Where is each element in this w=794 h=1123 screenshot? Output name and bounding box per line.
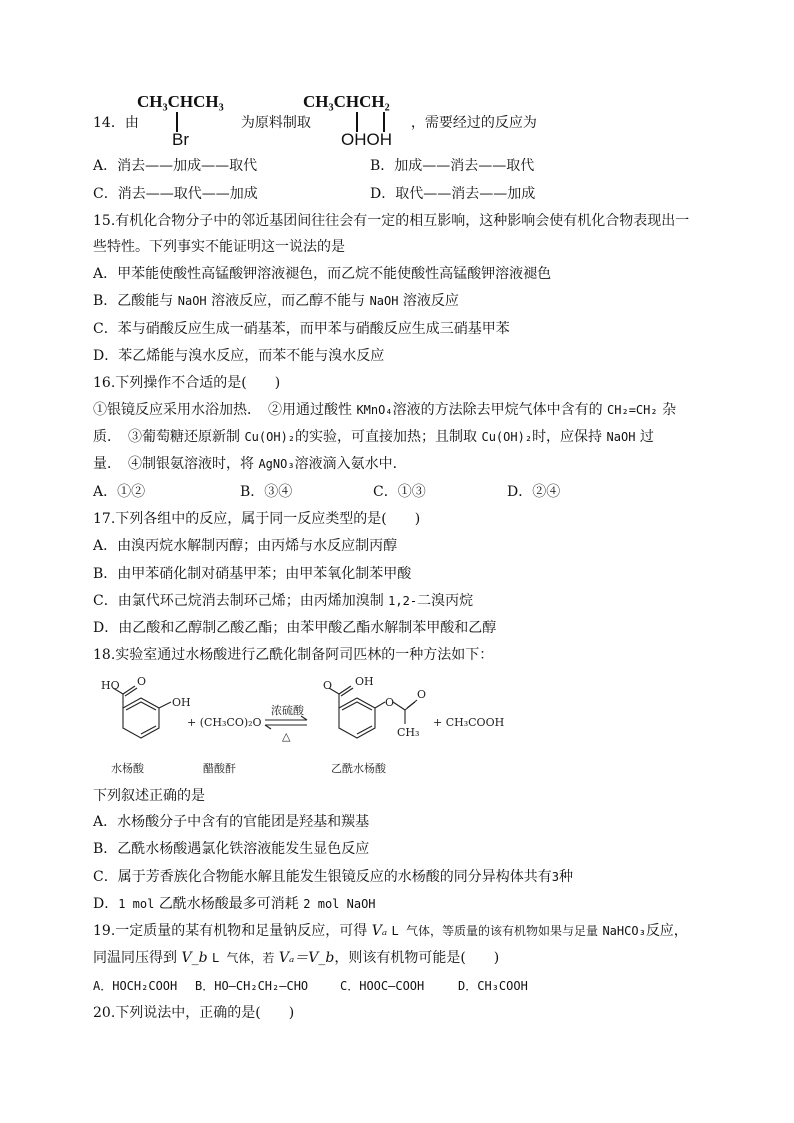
q16-stem: 16.下列操作不合适的是( ): [93, 375, 281, 391]
formula-2-bromopropane-bottom: Br: [172, 130, 189, 149]
q18-option-c: C．属于芳香族化合物能水解且能发生银镜反应的水杨酸的同分异构体共有3种: [93, 869, 573, 885]
aspirin-ch3-label: CH₃: [397, 726, 420, 739]
acetic-anhydride-label: + (CH₃CO)₂O: [187, 716, 262, 729]
q15-option-b: B．乙酸能与 NaOH 溶液反应，而乙醇不能与 NaOH 溶液反应: [93, 293, 459, 309]
q14-option-c: C．消去——取代——加成: [93, 186, 258, 202]
q14-option-d: D．取代——消去——加成: [370, 186, 536, 202]
q18-intro: 下列叙述正确的是: [93, 788, 205, 804]
aspirin-carbonyl-o-label: O: [417, 688, 427, 701]
q17-stem: 17.下列各组中的反应，属于同一反应类型的是( ): [93, 511, 421, 527]
q17-option-c: C．由氯代环己烷消去制环己烯；由丙烯加溴制 1,2-二溴丙烷: [93, 593, 474, 609]
label-acetylsalicylic-acid: 乙酰水杨酸: [331, 762, 386, 775]
benzene-ring-salicylic: [123, 698, 159, 738]
formula-propanediol-bottom: OHOH: [341, 130, 392, 149]
formula-2-bromopropane-top: CH₃CHCH₃: [137, 92, 224, 111]
condition-heat: △: [282, 730, 291, 743]
salicylic-ho-label: HO: [101, 679, 120, 692]
q19-option-c: C．HOOC—COOH: [340, 979, 425, 993]
q17-option-b: B．由甲苯硝化制对硝基甲苯；由甲苯氧化制苯甲酸: [93, 566, 412, 582]
q18-option-d: D．1 mol 乙酰水杨酸最多可消耗 2 mol NaOH: [93, 896, 376, 912]
q18-option-b: B．乙酰水杨酸遇氯化铁溶液能发生显色反应: [93, 841, 370, 857]
q17-option-a: A．由溴丙烷水解制丙醇；由丙烯与水反应制丙醇: [93, 538, 398, 554]
q17-option-d: D．由乙酸和乙醇制乙酸乙酯；由苯甲酸乙酯水解制苯甲酸和乙醇: [93, 620, 497, 636]
formula-propanediol-top: CH₃CHCH₂: [303, 92, 390, 111]
q15-option-c: C．苯与硝酸反应生成一硝基苯，而甲苯与硝酸反应生成三硝基甲苯: [93, 321, 510, 337]
q18-option-a: A．水杨酸分子中含有的官能团是羟基和羰基: [93, 814, 370, 830]
q19-option-b: B．HO—CH₂CH₂—CHO: [195, 979, 309, 993]
label-salicylic-acid: 水杨酸: [111, 762, 144, 775]
q14-option-a: A．消去——加成——取代: [93, 158, 258, 174]
benzene-ring-aspirin: [339, 698, 375, 738]
condition-catalyst: 浓硫酸: [271, 704, 304, 717]
q14-option-b: B．加成——消去——取代: [370, 158, 535, 174]
q16-line3: 量． ④制银氨溶液时，将 AgNO₃溶液滴入氨水中．: [93, 456, 407, 472]
q19-option-a: A．HOCH₂COOH: [93, 979, 178, 993]
q19-option-d: D．CH₃COOH: [458, 979, 528, 993]
q18-stem: 18.实验室通过水杨酸进行乙酰化制备阿司匹林的一种方法如下：: [93, 647, 494, 663]
label-acetic-anhydride: 醋酸酐: [203, 762, 236, 775]
salicylic-oh-label: OH: [172, 696, 191, 709]
q16-line2: 质． ③葡萄糖还原新制 Cu(OH)₂的实验，可直接加热；且制取 Cu(OH)₂时，应保持 NaOH 过: [93, 429, 654, 445]
acetic-acid-label: + CH₃COOH: [433, 716, 505, 729]
q15-stem-line1: 15.有机化合物分子中的邻近基团间往往会有一定的相互影响，这种影响会使有机化合物表现出一: [93, 213, 690, 229]
q20-stem: 20.下列说法中，正确的是( ): [93, 1005, 295, 1021]
aspirin-ester-o-label: O: [385, 696, 395, 709]
q15-stem-line2: 些特性。下列事实不能证明这一说法的是: [93, 239, 345, 255]
q19-stem-line2: 同温同压得到 V_b L 气体，若 Vₐ＝V_b，则该有机物可能是( ): [93, 950, 500, 966]
q16-option-d: D．②④: [507, 484, 561, 500]
q16-option-c: C．①③: [373, 484, 426, 500]
q15-option-a: A．甲苯能使酸性高锰酸钾溶液褪色，而乙烷不能使酸性高锰酸钾溶液褪色: [93, 266, 552, 282]
q14-stem: 14．由 为原料制取 ，需要经过的反应为: [93, 115, 537, 131]
aspirin-o-label: O: [323, 679, 333, 692]
q19-stem-line1: 19.一定质量的某有机物和足量钠反应，可得 Vₐ L 气体，等质量的该有机物如果与足量 NaHCO₃反应，: [93, 923, 688, 939]
reaction-scheme: [93, 668, 513, 780]
aspirin-oh-label: OH: [355, 675, 374, 688]
salicylic-o-label: O: [137, 675, 147, 688]
q15-option-d: D．苯乙烯能与溴水反应，而苯不能与溴水反应: [93, 348, 385, 364]
q16-option-b: B．③④: [240, 484, 293, 500]
q16-option-a: A．①②: [93, 484, 146, 500]
q16-line1: ①银镜反应采用水浴加热． ②用通过酸性 KMnO₄溶液的方法除去甲烷气体中含有的 CH₂=CH₂ 杂: [93, 402, 677, 418]
